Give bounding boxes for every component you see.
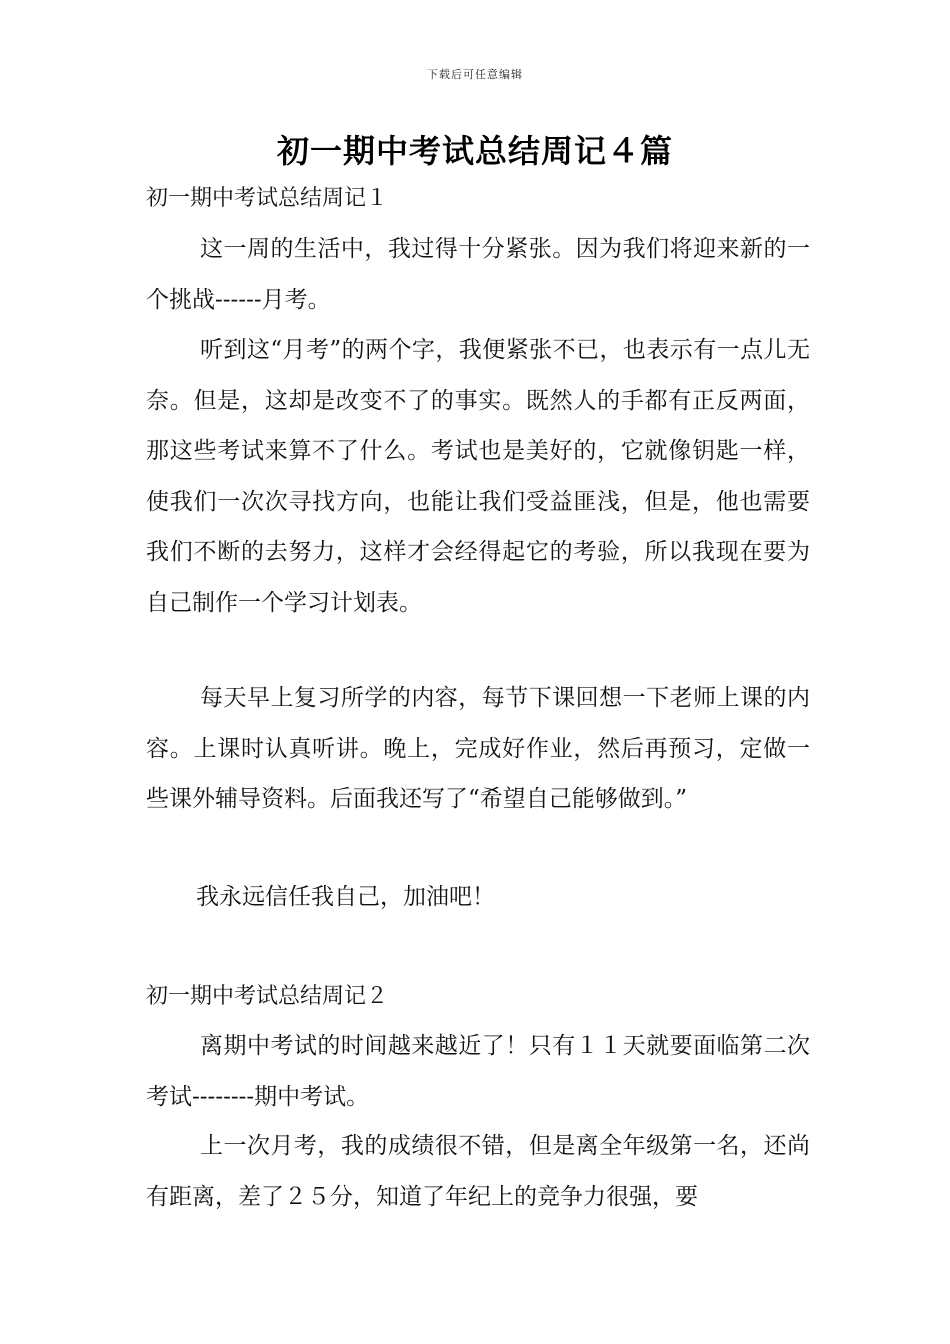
section-heading-1: 初一期中考试总结周记１ xyxy=(146,186,389,211)
paragraph: 每天早上复习所学的内容，每节下课回想一下老师上课的内容。上课时认真听讲。晚上，完成好作业，然后再预习，定做一些课外辅导资料。后面我还写了“希望自己能够做到。” xyxy=(146,685,810,813)
paragraph: 我永远信任我自己，加油吧！ xyxy=(196,884,495,910)
section-heading-2: 初一期中考试总结周记２ xyxy=(146,984,389,1009)
paragraph: 这一周的生活中，我过得十分紧张。因为我们将迎来新的一个挑战------月考。 xyxy=(146,236,810,313)
paragraph: 上一次月考，我的成绩很不错，但是离全年级第一名，还尚有距离，差了２５分，知道了年纪上的竞争力很强，要 xyxy=(146,1133,810,1210)
paragraph: 听到这“月考”的两个字，我便紧张不已，也表示有一点儿无奈。但是，这却是改变不了的事实。既然人的手都有正反两面，那这些考试来算不了什么。考试也是美好的，它就像钥匙一样，使我们一次次寻找方向，也能让我们受益匪浅，但是，他也需要我们不断的去努力，这样才会经得起它的考验，所以我现在要为自己制作一个学习计划表。 xyxy=(146,337,810,616)
paragraph: 离期中考试的时间越来越近了！只有１１天就要面临第二次考试--------期中考试。 xyxy=(146,1033,810,1110)
page-header-note: 下载后可任意编辑 xyxy=(427,68,523,81)
document-title: 初一期中考试总结周记４篇 xyxy=(276,132,673,170)
